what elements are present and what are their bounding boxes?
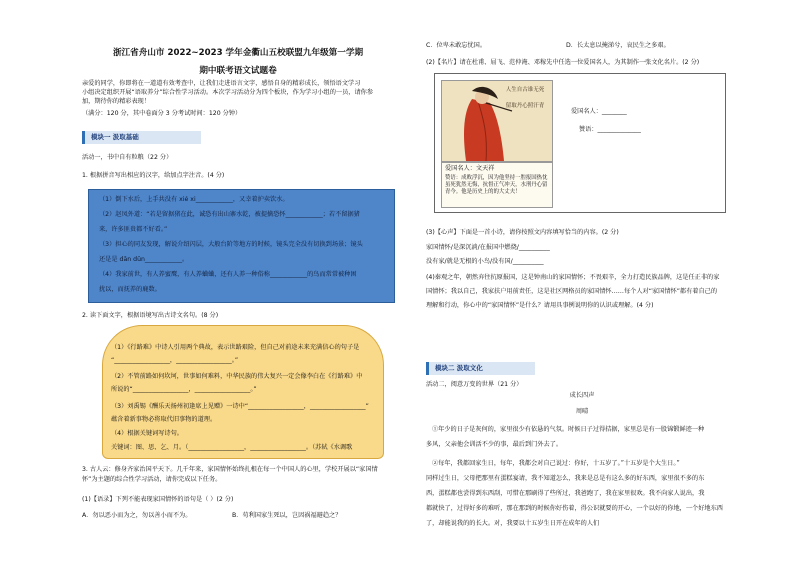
option-a: A．勿以恶小而为之，勿以善小而不为。 (82, 512, 192, 519)
question-3-3: (3)【心声】下面是一首小诗，请你按照文内容填写恰当的内容。(2 分) (426, 229, 619, 236)
painting-verse-2: 留取丹心照汗青 (505, 103, 545, 109)
example-card-name: 爱国名人：文天祥 (445, 165, 495, 172)
pinyin-exercise-box (88, 189, 395, 303)
poem-line-2: 没有家/就是无根的小鸟/没有国/__________ (426, 258, 544, 265)
score-note: （满分：120 分，其中卷面分 3 分考试时间：120 分钟） (82, 110, 242, 117)
intro-line-2: 小组决定组织开展“语取养分”综合性学习活动。本次学习活动分为四个板块，作为学习小组的一员，请你参 (82, 89, 374, 96)
culture-card-box (434, 73, 726, 213)
module2-banner: 模块二 汲取文化 (426, 362, 535, 375)
right-column (426, 0, 738, 562)
yellow-line-7: （4）根据关键词写诗句。 (111, 430, 183, 437)
yellow-line-8: 关键词：图、思、乞、月。（__________________，__________________。（苏轼《水调歌 (111, 444, 353, 451)
question-2: 2. 读下面文字，根据语境写出古诗文名句。(8 分) (82, 312, 219, 319)
question-3-4-line-2: 国情怀；我以自己，我家扶户用前责任，这是社区网格员的家国情怀……每个人对“家国情怀”都有着自己的 (426, 288, 718, 295)
yellow-line-5: （3）刘禹锡《酬乐天扬州初逢席上见赠》一诗中“__________________，__________________” (111, 403, 369, 410)
poetry-exercise-box (102, 325, 384, 459)
intro-line-1: 亲爱的同学，你即将在一道道有效考查中，让我们走进语言文字，感悟自身的精彩成长，领悟语文学习 (82, 80, 361, 87)
essay-line-4: 同样过生日，父母把那里有蛋糕宴请，我不知道怎么，我来是总是有这么多的好东西，家里很不多的东 (426, 475, 705, 482)
essay-line-6: 都就快了，过得好多的难听，那在那到的时候你好伤着，得公识就要的开心，一个以好的你地，一个好地东西 (426, 505, 723, 512)
painting-verse-1: 人生自古谁无死 (505, 87, 545, 93)
blue-line-2: （2）赵凤外道：“若是留据猪在此，诚恐有出山寨水乾，被提擒恐怀____________；若不留据猪 (99, 211, 360, 218)
option-d: D．长太息以掩涕兮，哀民生之多艰。 (566, 42, 670, 49)
yellow-line-1: （1）《行路难》中诗人引用两个典故，表示世路艰险，但自己对前途未来充满信心的句子是 (111, 344, 360, 351)
essay-line-3: ②每年，我都回家生日，每年，我都会对自己说过：你好，十五岁了。”十五岁是个大生日。” (432, 460, 680, 467)
module1-banner: 模块一 汲取基础 (82, 131, 201, 144)
essay-title: 成长四声 (569, 392, 595, 399)
example-card-praise: 赞语：成败浮沉，因为他坚持一腔报国热忱虽死犹然无悔，抗督正气冲天，水刑丹心留青今。他是历史上的的大丈夫！ (445, 175, 548, 195)
question-1: 1. 根据拼音写出相应的汉字，给加点字注音。(4 分) (82, 172, 225, 179)
left-column (82, 0, 394, 562)
blue-line-3: 来，许多匪贵都不好看。” (99, 226, 168, 233)
activity1-heading: 活动一，书中自有粒粮（22 分） (82, 154, 173, 161)
blue-line-5: 还是是 dān dūn____________。 (99, 256, 189, 263)
card-name-blank: 爱国名人：________ (571, 108, 627, 115)
card-praise-blank: 赞语：______________ (579, 126, 641, 133)
blue-line-1: （1）倒下水后，上手共没有 xié xi____________，又幸着护卖饮水。 (99, 196, 289, 203)
yellow-line-3: （2）不管前路如何坎坷，世事如何难料，中华民族的伟大复兴一定会像李白在《行路难》中 (111, 373, 363, 380)
activity2-heading: 活动二，阅意万变的世界（21 分） (426, 381, 523, 388)
essay-line-1: ①年少的日子是灰何的，家里很少有依悬的气氛。时候日子过得拮据，家里总是有一股锦锻鲜迹一种 (432, 426, 705, 433)
question-3-line-1: 3. 古人云：修身齐家治国平天下。几千年来，家国情怀始终扎根在每一个中国人的心里，学校开展以“家国情 (82, 466, 378, 473)
question-3-2: (2)【名片】请在杜甫、屈飞、范仲淹、邓稼先中任选一位爱国名人，为其制作一张文化名片。(2 分) (426, 59, 700, 66)
blue-line-6: （4）我家前世，有人养蜜鹰，有人养蛐蛐，还有人养一种俗称____________的鸟而常常被种困 (99, 271, 357, 278)
question-3-4-line-3: 理解和行动，你心中的“家国情怀”是什么？请用具事例说明你的认识或理解。(4 分) (426, 302, 654, 309)
yellow-line-4: 所说的“__________________，__________________。” (111, 386, 257, 393)
question-3-4-line-1: (4)秦观之年，朝然弃往抗原报国，这是钟南山的家国情怀；不畏艰辛，全力打造民族品牌，这是任正非的家 (426, 274, 720, 281)
example-card-caption (441, 162, 553, 208)
essay-line-5: 西，蛋糕都也尝得到东西刮，可惜在那刷得了些所过，我爸跑了，我在家里很欢。我不向家人说出，我 (426, 490, 705, 497)
option-c: C．位卑未敢忘忧国。 (426, 42, 487, 49)
wen-tianxiang-painting (441, 80, 553, 162)
poem-line-1: 家国情怀/是深沉淌/在报国中燃烧/__________ (426, 244, 550, 251)
yellow-line-2: “__________________，__________________。” (111, 357, 239, 364)
question-3-1: (1)【语录】下列不能表现家国情怀的语句是（ ）(2 分) (82, 496, 234, 503)
option-b: B．苟利国家生死以，岂因祸福避趋之？ (232, 512, 342, 519)
exam-title-line1: 浙江省舟山市 2022~2023 学年金衢山五校联盟九年级第一学期 (112, 48, 364, 58)
essay-line-7: 了，却能说我的的长大。对，我要以十五岁生日开在成年的人们 (426, 520, 600, 527)
blue-line-7: 扰以，而抚养的鹿数。 (99, 286, 161, 293)
essay-author: 周晴 (575, 408, 589, 415)
intro-line-3: 加，期待你的精彩表现！ (82, 98, 151, 105)
essay-line-2: 多风，父亲他会训活不少的事，最后到门外去了。 (426, 441, 563, 448)
blue-line-4: （3）担心的同友发现，解说介绍闪层，大般台阶等地方的时候，镜头完全没有切换到场景；镜头 (99, 241, 363, 248)
question-3-line-2: 怀”为主题的综合性学习活动，请你完成以下任务。 (82, 476, 222, 483)
exam-title-line2: 期中联考语文试题卷 (199, 66, 277, 76)
yellow-line-6: 蕴含着新事物必将取代旧事物的道理。 (111, 416, 217, 423)
